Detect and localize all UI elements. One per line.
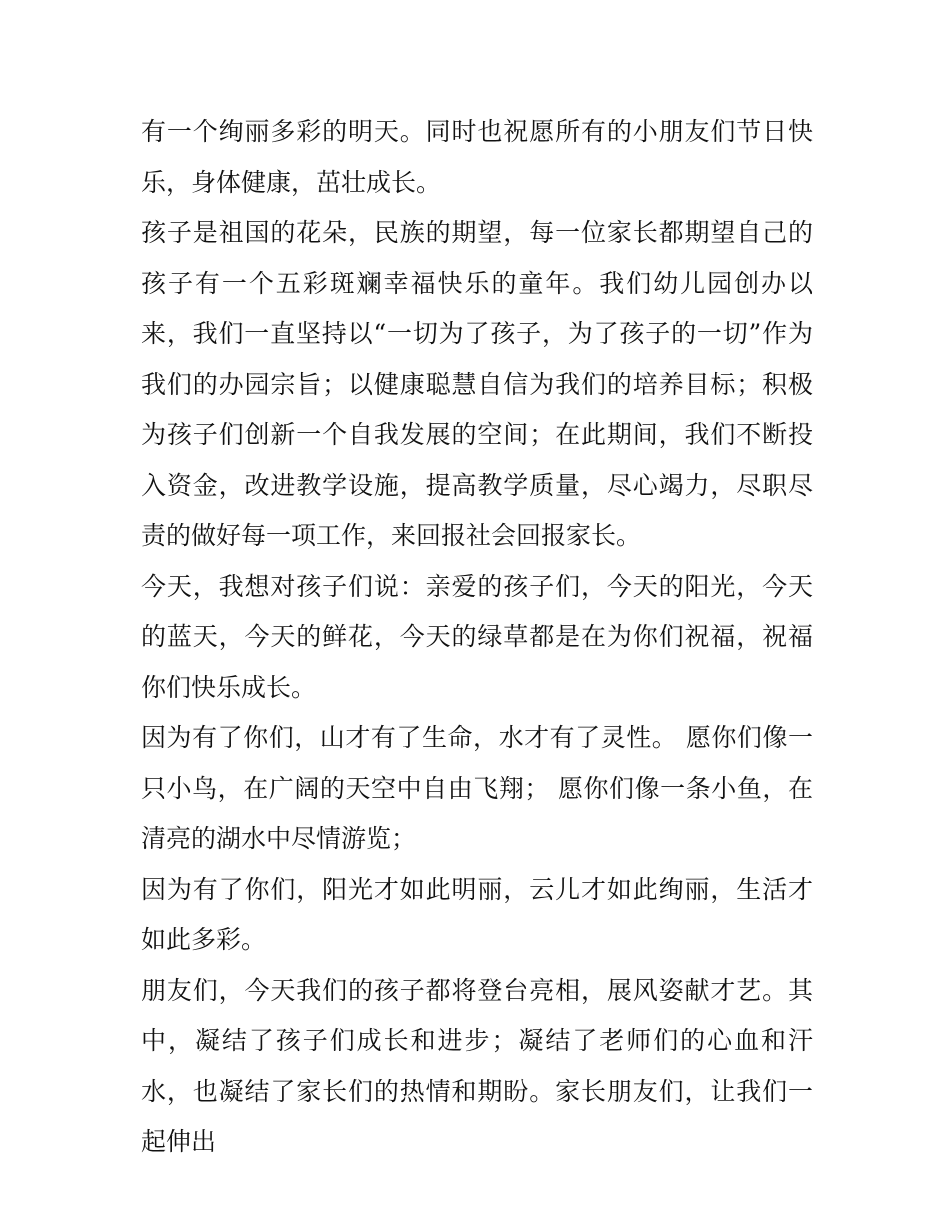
- paragraph-3: 今天，我想对孩子们说：亲爱的孩子们，今天的阳光，今天的蓝天，今天的鲜花，今天的绿草都是在为你们祝福，祝福你们快乐成长。: [141, 571, 813, 702]
- paragraph-1: 有一个绚丽多彩的明天。同时也祝愿所有的小朋友们节日快乐，身体健康，茁壮成长。: [141, 117, 813, 197]
- paragraph-2: 孩子是祖国的花朵，民族的期望，每一位家长都期望自己的孩子有一个五彩斑斓幸福快乐的童年。我们幼儿园创办以来，我们一直坚持以“一切为了孩子，为了孩子的一切”作为我们的办园宗旨；以健康聪慧自信为我们的培养目标；积极为孩子们创新一个自我发展的空间；在此期间，我们不断投入资金，改进教学设施，提高教学质量，尽心竭力，尽职尽责的做好每一项工作，来回报社会回报家长。: [141, 218, 813, 550]
- paragraph-6: 朋友们，今天我们的孩子都将登台亮相，展风姿献才艺。其中，凝结了孩子们成长和进步；凝结了老师们的心血和汗水，也凝结了家长们的热情和期盼。家长朋友们，让我们一起伸出: [141, 975, 813, 1156]
- paragraph-4: 因为有了你们，山才有了生命，水才有了灵性。 愿你们像一只小鸟，在广阔的天空中自由飞翔； 愿你们像一条小鱼，在清亮的湖水中尽情游览；: [141, 723, 813, 853]
- document-body: [141, 107, 813, 1168]
- paragraph-5: 因为有了你们，阳光才如此明丽，云儿才如此绚丽，生活才如此多彩。: [141, 874, 813, 954]
